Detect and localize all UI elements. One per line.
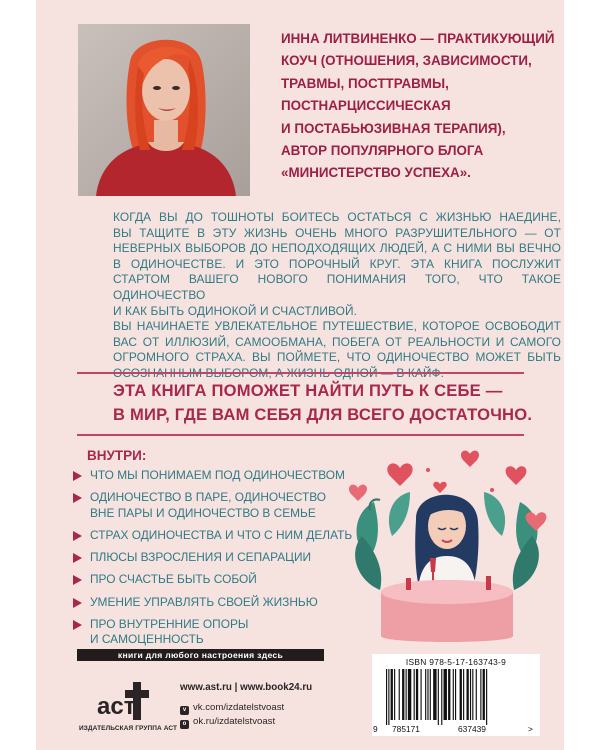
woman-with-hearts-illustration [340,440,555,650]
bullet-triangle-icon [73,620,82,630]
inside-list [73,468,373,655]
bullet-triangle-icon [73,531,82,541]
barcode-bar [438,669,439,725]
tagline-banner: книги для любого настроения здесь [77,649,324,661]
barcode-bar [394,669,395,720]
author-bio [281,28,581,185]
barcode [372,654,540,736]
barcode-bar [421,669,422,720]
list-item: ОДИНОЧЕСТВО В ПАРЕ, ОДИНОЧЕСТВО ВНЕ ПАРЫ И ОДИНОЧЕСТВО В СЕМЬЕ [73,490,373,521]
author-bio-line: И ПОСТАБЬЮЗИВНАЯ ТЕРАПИЯ), [281,120,506,136]
publisher-name: ИЗДАТЕЛЬСКАЯ ГРУППА АСТ [78,725,178,732]
vk-link[interactable]: vk.com/izdatelstvoast [193,702,285,713]
barcode-bar [430,669,431,720]
book-back-cover [36,0,564,750]
barcode-bar [416,669,418,720]
book-description [113,210,561,382]
barcode-bar [388,669,389,725]
barcode-bar [386,669,387,725]
description-line: СТАРТОМ ВАШЕГО НОВОГО ПОНИМАНИЯ ТОГО, ЧТО ТАКОЕ ОДИНОЧЕСТВО [113,272,561,302]
description-line: КОГДА ВЫ ДО ТОШНОТЫ БОИТЕСЬ ОСТАТЬСЯ С ЖИЗНЬЮ НАЕДИНЕ, [113,210,561,224]
barcode-bar [476,669,477,720]
description-line: НЕВЕРНЫХ ВЫБОРОВ ДО НЕПОДХОДЯЩИХ ЛЮДЕЙ, А С НИМИ ВЫ ВЕЧНО [113,241,561,256]
description-line: И КАК БЫТЬ ОДИНОКОЙ И СЧАСТЛИВОЙ. [113,303,358,318]
barcode-bar [444,669,447,720]
author-photo [78,24,250,196]
barcode-bar [448,669,450,720]
barcode-bar [408,669,411,720]
barcode-bar [480,669,481,720]
barcode-bar [406,669,407,720]
bullet-triangle-icon [73,553,82,563]
description-line: ВАС ОТ ИЛЛЮЗИЙ, САМООБМАНА, ПОБЕГА ОТ РЕАЛЬНОСТИ И САМОГО [113,334,561,349]
barcode-quiet-mark: > [528,724,533,734]
bullet-triangle-icon [73,598,82,608]
divider-top [77,372,524,374]
barcode-bar [402,669,404,720]
barcode-bar [460,669,462,720]
ok-link[interactable]: ok.ru/izdatelstvoast [193,716,276,727]
tagline [113,379,561,427]
barcode-bar [467,669,469,720]
list-item: ЧТО МЫ ПОНИМАЕМ ПОД ОДИНОЧЕСТВОМ [73,468,373,483]
barcode-bar [455,669,456,720]
bullet-triangle-icon [73,575,82,585]
author-bio-line: ИННА ЛИТВИНЕНКО — ПРАКТИКУЮЩИЙ [281,31,555,46]
barcode-bar [391,669,393,720]
author-bio-line: ПОСТНАРЦИССИЧЕСКАЯ [281,98,451,114]
publisher-social [180,701,284,729]
barcode-right-group: 637439 [458,724,486,734]
author-bio-line: «МИНИСТЕРСТВО УСПЕХА». [281,165,471,181]
inside-title: ВНУТРИ: [87,448,147,463]
list-item: ПЛЮСЫ ВЗРОСЛЕНИЯ И СЕПАРАЦИИ [73,550,373,565]
barcode-bar [441,669,442,725]
barcode-first-digit: 9 [373,724,378,734]
author-bio-line: ТРАВМЫ, ПОСТТРАВМЫ, [281,75,449,91]
barcode-bar [470,669,471,720]
ok-icon: o [180,720,189,729]
list-item: СТРАХ ОДИНОЧЕСТВА И ЧТО С НИМ ДЕЛАТЬ [73,528,373,543]
publisher-websites: www.ast.ru | www.book24.ru [180,682,313,693]
description-line: В ОДИНОЧЕСТВЕ. И ЭТО ПОРОЧНЫЙ КРУГ. ЭТА КНИГА ПОСЛУЖИТ [113,256,561,271]
barcode-bar [453,669,454,720]
divider-bottom [77,434,524,436]
barcode-bar [486,669,487,725]
tagline-line: ЭТА КНИГА ПОМОЖЕТ НАЙТИ ПУТЬ К СЕБЕ — [113,381,503,400]
tagline-line: В МИР, ГДЕ ВАМ СЕБЯ ДЛЯ ВСЕГО ДОСТАТОЧНО. [113,405,533,424]
bullet-triangle-icon [73,493,82,503]
barcode-bar [427,669,428,720]
barcode-bar [414,669,415,720]
barcode-bars [380,669,532,725]
ast-logo-lettering: аст [97,693,136,720]
list-item: ПРО ВНУТРЕННИЕ ОПОРЫ И САМОЦЕННОСТЬ [73,617,373,648]
description-line: ОГРОМНОГО СТРАХА. ВЫ ПОЙМЕТЕ, ЧТО ОДИНОЧЕСТВО МОЖЕТ БЫТЬ [113,350,561,365]
vk-icon: v [180,706,189,715]
isbn-text: ISBN 978-5-17-163743-9 [405,657,507,667]
bullet-triangle-icon [73,471,82,481]
description-line: ВЫ НАЧИНАЕТЕ УВЛЕКАТЕЛЬНОЕ ПУТЕШЕСТВИЕ, КОТОРОЕ ОСВОБОДИТ [113,319,561,334]
author-bio-line: КОУЧ (ОТНОШЕНИЯ, ЗАВИСИМОСТИ, [281,53,532,69]
barcode-bar [433,669,436,720]
barcode-left-group: 785171 [392,724,420,734]
ast-logo [95,680,157,722]
barcode-bar [399,669,400,720]
barcode-bar [483,669,485,720]
barcode-bar [425,669,426,720]
barcode-bar [472,669,473,720]
description-line: ВЫ ТАЩИТЕ В ЭТУ ЖИЗНЬ ОЧЕНЬ МНОГО РАЗРУШИТЕЛЬНОГО — ОТ [113,225,561,240]
list-item: УМЕНИЕ УПРАВЛЯТЬ СВОЕЙ ЖИЗНЬЮ [73,595,373,610]
list-item: ПРО СЧАСТЬЕ БЫТЬ СОБОЙ [73,572,373,587]
author-bio-line: АВТОР ПОПУЛЯРНОГО БЛОГА [281,143,484,159]
barcode-bar [463,669,464,720]
